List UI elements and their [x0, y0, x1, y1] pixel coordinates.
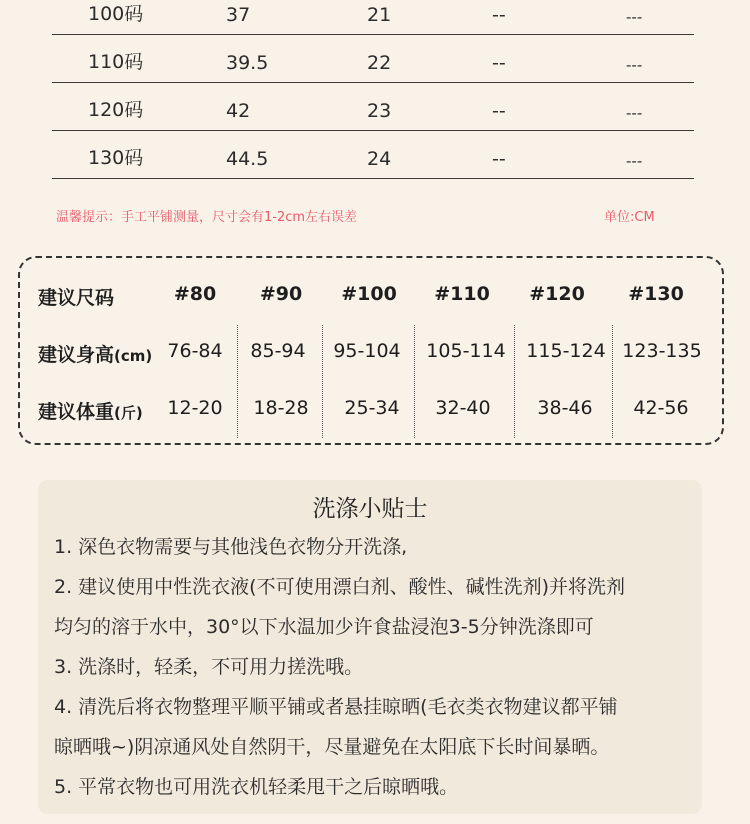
- height-label: [38, 340, 152, 367]
- table-row: [52, 131, 694, 179]
- table-cell-size: 110码: [88, 51, 144, 73]
- table-cell: 22: [367, 52, 392, 74]
- table-cell: 21: [367, 4, 392, 26]
- height-label-text: 建议身高: [38, 344, 115, 366]
- table-row: [52, 83, 694, 131]
- care-tip-line: 4. 清洗后将衣物整理平顺平铺或者悬挂晾晒(毛衣类衣物建议都平铺: [54, 696, 618, 718]
- column-divider: [322, 325, 323, 438]
- table-cell: --: [492, 52, 506, 74]
- table-cell: --: [492, 4, 506, 26]
- table-cell-size: 100码: [88, 3, 144, 25]
- height-cell: 85-94: [250, 340, 306, 362]
- table-cell-size: 130码: [88, 147, 144, 169]
- column-divider: [237, 325, 238, 438]
- height-cell: 115-124: [526, 340, 606, 362]
- weight-cell: 42-56: [633, 397, 689, 419]
- table-cell: 23: [367, 100, 392, 122]
- care-tip-line: 晾晒哦~)阴凉通风处自然阴干，尽量避免在太阳底下长时间暴晒。: [54, 736, 610, 758]
- weight-cell: 38-46: [537, 397, 593, 419]
- size-table: [52, 0, 694, 179]
- column-divider: [612, 325, 613, 438]
- suggestion-height-row: [20, 340, 722, 370]
- table-cell: 42: [226, 100, 251, 122]
- care-tip-line: 均匀的溶于水中，30°以下水温加少许食盐浸泡3-5分钟洗涤即可: [54, 616, 594, 638]
- size-suggestion-box: [18, 256, 724, 445]
- weight-cell: 12-20: [167, 397, 223, 419]
- care-tips-card: [38, 480, 702, 814]
- table-cell: ---: [626, 152, 643, 170]
- care-tips-title: 洗涤小贴士: [312, 496, 428, 522]
- size-header: #110: [434, 283, 490, 305]
- size-header: #130: [628, 283, 684, 305]
- height-cell: 105-114: [426, 340, 506, 362]
- suggestion-weight-row: [20, 397, 722, 427]
- size-header: #100: [341, 283, 397, 305]
- care-tip-line: 1. 深色衣物需要与其他浅色衣物分开洗涤,: [54, 536, 408, 558]
- height-cell: 76-84: [167, 340, 223, 362]
- unit-label: 单位:CM: [604, 210, 655, 225]
- table-cell: ---: [626, 104, 643, 122]
- weight-label-text: 建议体重: [38, 401, 115, 423]
- care-tip-line: 2. 建议使用中性洗衣液(不可使用漂白剂、酸性、碱性洗剂)并将洗剂: [54, 576, 625, 598]
- weight-cell: 18-28: [253, 397, 309, 419]
- weight-label: [38, 397, 143, 424]
- size-header: #120: [529, 283, 585, 305]
- table-row: [52, 0, 694, 35]
- weight-cell: 25-34: [344, 397, 400, 419]
- table-cell-size: 120码: [88, 99, 144, 121]
- size-header: #80: [173, 283, 217, 305]
- column-divider: [514, 325, 515, 438]
- size-header: #90: [259, 283, 303, 305]
- height-cell: 123-135: [622, 340, 702, 362]
- table-cell: ---: [626, 8, 643, 26]
- height-cell: 95-104: [333, 340, 401, 362]
- measurement-tip: 温馨提示：手工平铺测量，尺寸会有1-2cm左右误差: [56, 210, 358, 225]
- table-cell: --: [492, 100, 506, 122]
- table-cell: 37: [226, 4, 251, 26]
- table-row: [52, 35, 694, 83]
- weight-unit: (斤): [114, 404, 143, 422]
- size-label: 建议尺码: [38, 287, 115, 309]
- table-cell: ---: [626, 56, 643, 74]
- care-tip-line: 5. 平常衣物也可用洗衣机轻柔甩干之后晾晒哦。: [54, 776, 459, 798]
- weight-cell: 32-40: [435, 397, 491, 419]
- table-cell: 44.5: [226, 148, 269, 170]
- column-divider: [414, 325, 415, 438]
- suggestion-header-row: [20, 283, 722, 313]
- table-cell: 24: [367, 148, 392, 170]
- care-tip-line: 3. 洗涤时，轻柔，不可用力搓洗哦。: [54, 656, 364, 678]
- height-unit: (cm): [114, 347, 153, 365]
- table-cell: 39.5: [226, 52, 269, 74]
- table-cell: --: [492, 148, 506, 170]
